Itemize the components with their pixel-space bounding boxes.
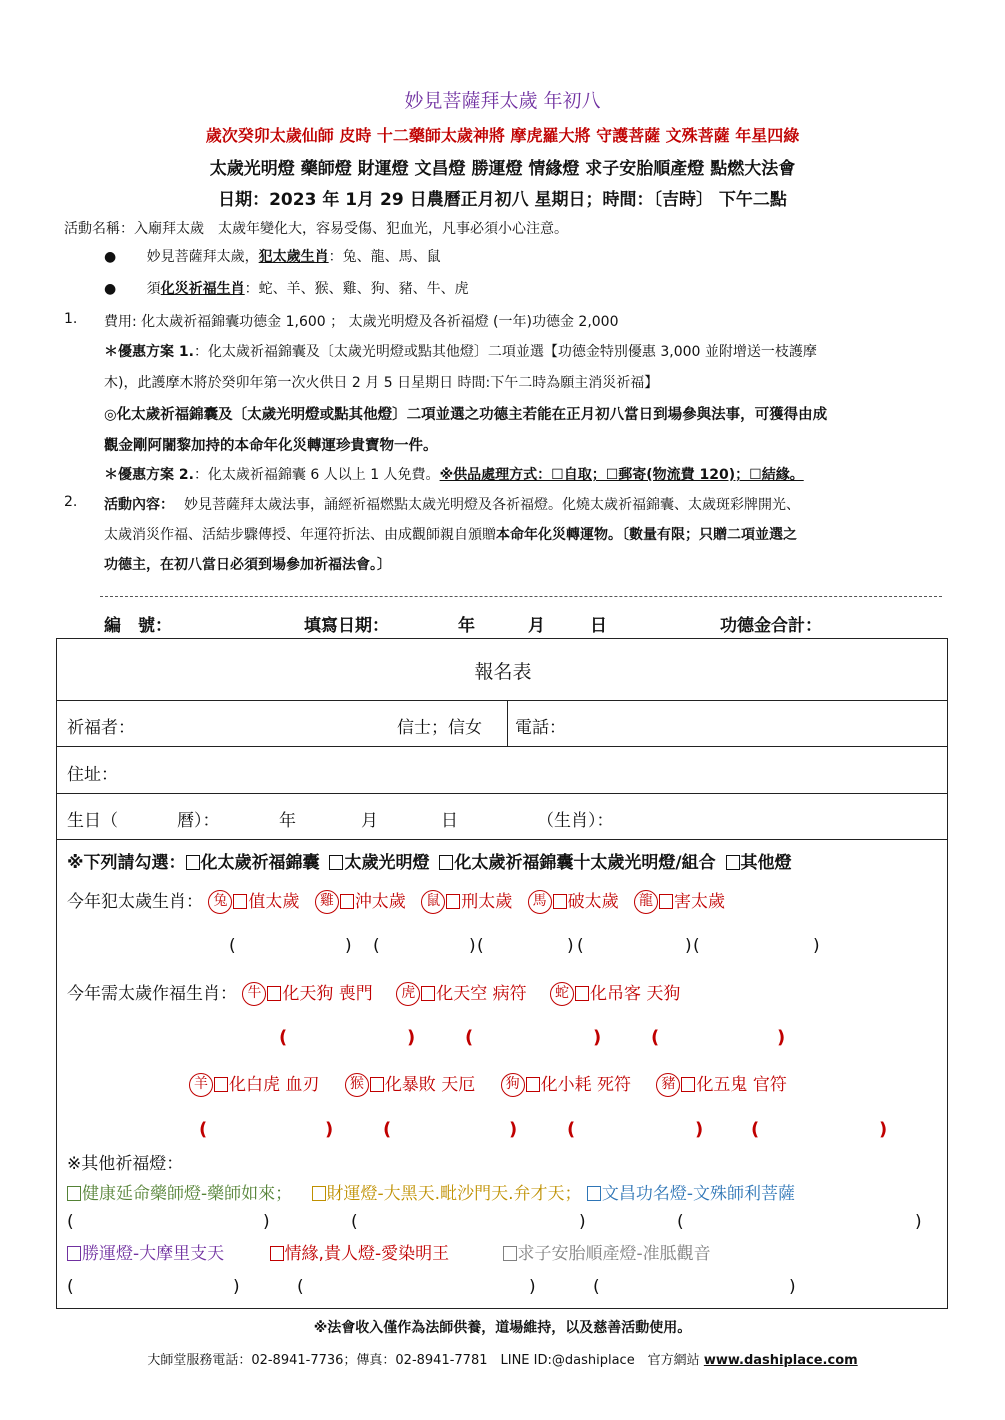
sec2-num: 2.: [64, 494, 78, 510]
bless-row-1: [67, 979, 680, 1006]
zodiac-badge: 豬: [656, 1073, 680, 1097]
bless-item: [656, 1075, 786, 1095]
paren-open: (: [651, 1027, 660, 1048]
dashed-divider: [100, 596, 942, 597]
check-item: 太歲光明燈: [344, 853, 430, 873]
paren-open: (: [279, 1027, 288, 1048]
form-line: [57, 746, 947, 747]
lamp-text: 健康延命藥師燈-藥師如來；: [82, 1184, 293, 1204]
sec1-num: 1.: [64, 311, 78, 327]
lamp-item: [587, 1184, 795, 1204]
offer2-text: ：化太歲祈福錦囊 6 人以上 1 人免費。: [193, 467, 440, 483]
form-line: [57, 793, 947, 794]
bless-text: 化白虎 血刃: [229, 1075, 320, 1095]
offer2: [104, 464, 804, 484]
shipping-options: ※供品處理方式：☐自取；☐郵寄(物流費 120)；☐結緣。: [439, 467, 804, 483]
registration-form: [56, 638, 948, 1309]
paren-open: (: [567, 1119, 576, 1140]
zodiac-badge: 狗: [501, 1073, 525, 1097]
lamp-row-2: [67, 1239, 711, 1264]
paren-close: ): [695, 1119, 704, 1140]
zodiac-badge: 龍: [634, 890, 658, 914]
activity-content: [104, 494, 800, 514]
phone-label: 電話：: [515, 718, 566, 738]
checkbox[interactable]: [270, 1246, 284, 1261]
footer-contact: [0, 1349, 1005, 1368]
offend-text: 沖太歲: [354, 892, 406, 912]
paren-close: ): [263, 1212, 270, 1232]
offer1-line2: 木)，此護摩木將於癸卯年第一次火供日 2 月 5 日星期日 時間:下午二時為願主消災祈福】: [104, 375, 659, 391]
bless-text: 化小耗 死符: [540, 1075, 632, 1095]
offend-item: [421, 892, 512, 912]
paren-open: (: [229, 936, 236, 956]
zodiac-badge: 牛: [242, 982, 266, 1006]
lamp-item: [67, 1184, 292, 1204]
bullet1-c: ：兔、龍、馬、鼠: [328, 249, 441, 265]
paren-close: ): [407, 1027, 416, 1048]
check-item: 化太歲祈福錦囊十太歲光明燈/組合: [454, 853, 716, 873]
bless-text: 化暴敗 天厄: [384, 1075, 476, 1095]
bless-item: [501, 1075, 631, 1095]
checkbox[interactable]: [681, 1077, 695, 1092]
bullet2-b: 化災祈福生肖: [160, 281, 245, 297]
checkbox[interactable]: [214, 1077, 228, 1092]
checkbox[interactable]: [553, 894, 567, 909]
offend-item: [528, 892, 619, 912]
gift-note-1: ◎化太歲祈福錦囊及〔太歲光明燈或點其他燈〕二項並選之功德主若能在正月初八當日到場參與法事，可獲得由成: [104, 407, 828, 423]
paren-open: (: [477, 936, 484, 956]
zodiac-badge: 兔: [208, 890, 232, 914]
paren-close: ): [685, 936, 692, 956]
paren-open: (: [297, 1277, 304, 1297]
paren-close: ): [345, 936, 352, 956]
checkbox[interactable]: [726, 855, 740, 870]
birth-year: 年: [279, 811, 296, 831]
other-lamps-label: ※其他祈福燈：: [67, 1154, 184, 1174]
zodiac-badge: 羊: [189, 1073, 213, 1097]
checkbox[interactable]: [421, 986, 435, 1001]
content-line2-a: 太歲消災作福、活結步驟傳授、年運符折法、由成觀師親自頒贈: [104, 527, 496, 543]
fill-month: 月: [528, 616, 545, 636]
lamp-text: 勝運燈-大摩里支天: [82, 1244, 225, 1264]
offend-text: 破太歲: [567, 892, 619, 912]
paren-open: (: [465, 1027, 474, 1048]
paren-open: (: [593, 1277, 600, 1297]
checkbox[interactable]: [659, 894, 673, 909]
paren-close: ): [777, 1027, 786, 1048]
lamp-text: 文昌功名燈-文殊師利菩薩: [601, 1184, 796, 1204]
paren-open: (: [677, 1212, 684, 1232]
address-label: 住址：: [67, 765, 118, 785]
offer1-text: ：化太歲祈福錦囊及〔太歲光明燈或點其他燈〕二項並選【功德金特別優惠 3,000 並附增送一枝護摩: [193, 344, 817, 360]
content-line2-b: 本命年化災轉運物。〔數量有限；只贈二項並選之: [496, 527, 797, 543]
bless-text: 化天空 病符: [436, 984, 527, 1004]
checkbox[interactable]: [526, 1077, 540, 1092]
fill-date-label: 填寫日期：: [304, 616, 389, 636]
paren-open: (: [351, 1212, 358, 1232]
check-item: 化太歲祈福錦囊: [200, 853, 320, 873]
check-row: [67, 848, 792, 873]
bless-item: [242, 984, 372, 1004]
checkbox[interactable]: [587, 1186, 601, 1201]
offend-text: 害太歲: [674, 892, 726, 912]
deity-line: 歲次癸卯太歲仙師 皮時 十二藥師太歲神將 摩虎羅大將 守護菩薩 文殊菩薩 年星四綠: [205, 126, 800, 145]
birth-day: 日: [441, 811, 458, 831]
paren-close: ): [567, 936, 574, 956]
birth-zodiac: （生肖）：: [537, 811, 614, 831]
paren-open: (: [693, 936, 700, 956]
checkbox[interactable]: [267, 986, 281, 1001]
paren-close: ): [529, 1277, 536, 1297]
fill-year: 年: [458, 616, 475, 636]
content-label: 活動內容：: [104, 497, 174, 513]
paren-open: (: [67, 1212, 74, 1232]
birth-month: 月: [361, 811, 378, 831]
bless-item: [189, 1075, 319, 1095]
bullet2-a: 須: [146, 281, 161, 297]
check-intro: ※下列請勾選：: [67, 853, 186, 873]
fee-line: 費用: 化太歲祈福錦囊功德金 1,600 ； 太歲光明燈及各祈福燈 (一年)功德金 2,000: [104, 314, 619, 330]
contact-text: 大師堂服務電話：02-8941-7736；傳真：02-8941-7781 LINE ID:@dashiplace 官方網站: [147, 1353, 704, 1368]
gift-note-2: 觀金剛阿闍黎加持的本命年化災轉運珍貴寶物一件。: [104, 438, 438, 454]
bullet-2: [104, 278, 469, 298]
bless-item: [345, 1075, 475, 1095]
lamp-item: [67, 1244, 224, 1264]
offend-item: [315, 892, 406, 912]
paren-close: ): [915, 1212, 922, 1232]
zodiac-badge: 雞: [315, 890, 339, 914]
checkbox[interactable]: [340, 894, 354, 909]
form-line: [57, 839, 947, 840]
prayer-label: 祈福者：: [67, 718, 135, 738]
checkbox[interactable]: [233, 894, 247, 909]
checkbox[interactable]: [67, 1246, 81, 1261]
form-title: 報名表: [474, 661, 532, 683]
zodiac-badge: 馬: [528, 890, 552, 914]
website-link[interactable]: www.dashiplace.com: [703, 1353, 858, 1368]
activity-name: 活動名稱：入廟拜太歲 太歲年變化大，容易受傷、犯血光，凡事必須小心注意。: [64, 221, 568, 237]
bless-item: [396, 984, 526, 1004]
offer1-label: ＊優惠方案 1.: [104, 344, 194, 360]
checkbox[interactable]: [575, 986, 589, 1001]
bullet-1: [104, 246, 441, 266]
bless-text: 化五鬼 官符: [696, 1075, 787, 1095]
paren-close: ): [509, 1119, 518, 1140]
content-line1: 妙見菩薩拜太歲法事，誦經祈福燃點太歲光明燈及各祈福燈。化燒太歲祈福錦囊、太歲斑彩牌開光、: [184, 497, 800, 513]
offer2-label: ＊優惠方案 2.: [104, 467, 194, 483]
lamp-text: 情緣,貴人燈-愛染明王: [284, 1244, 450, 1264]
checkbox[interactable]: [370, 1077, 384, 1092]
lamp-item: [503, 1244, 711, 1264]
paren-open: (: [751, 1119, 760, 1140]
birth-cal: 曆）：: [177, 811, 220, 831]
bless-row-2: [189, 1070, 787, 1097]
footer-note: ※法會收入僅作為法師供養，道場維持，以及慈善活動使用。: [313, 1320, 692, 1336]
bullet1-b: 犯太歲生肖: [258, 249, 329, 265]
bless-item: [550, 984, 680, 1004]
birth-open: 生日（: [67, 811, 118, 831]
paren-open: (: [577, 936, 584, 956]
lamp-text: 求子安胎順產燈-准胝觀音: [517, 1244, 711, 1264]
paren-open: (: [199, 1119, 208, 1140]
paren-close: ): [813, 936, 820, 956]
checkbox[interactable]: [446, 894, 460, 909]
doc-title: 妙見菩薩拜太歲 年初八: [404, 90, 601, 112]
bless-label: 今年需太歲作福生肖：: [67, 984, 237, 1004]
paren-open: (: [67, 1277, 74, 1297]
paren-close: ): [325, 1119, 334, 1140]
checkbox[interactable]: [67, 1186, 81, 1201]
checkbox[interactable]: [186, 855, 200, 870]
paren-close: ): [789, 1277, 796, 1297]
total-label: 功德金合計：: [720, 616, 822, 636]
lamps-line: 太歲光明燈 藥師燈 財運燈 文昌燈 勝運燈 情緣燈 求子安胎順產燈 點燃大法會: [209, 159, 796, 179]
paren-close: ): [469, 936, 476, 956]
fill-day: 日: [590, 616, 607, 636]
offend-row: [67, 887, 725, 914]
gender-choice[interactable]: 信士；信女: [397, 718, 482, 738]
check-item: 其他燈: [740, 853, 792, 873]
date-line: 日期：2023 年 1月 29 日農曆正月初八 星期日；時間：〔吉時〕 下午二點: [218, 190, 787, 210]
paren-close: ): [233, 1277, 240, 1297]
zodiac-badge: 虎: [396, 982, 420, 1006]
bullet2-c: ：蛇、羊、猴、雞、狗、豬、牛、虎: [244, 281, 469, 297]
checkbox[interactable]: [329, 855, 343, 870]
offend-item: [208, 892, 299, 912]
offend-text: 值太歲: [248, 892, 300, 912]
paren-close: ): [593, 1027, 602, 1048]
offend-item: [634, 892, 725, 912]
paren-open: (: [383, 1119, 392, 1140]
lamp-item: [312, 1184, 582, 1204]
bullet-dot: ●: [104, 249, 117, 265]
form-vline: [507, 700, 508, 746]
offer1: [104, 341, 817, 361]
paren-close: ): [879, 1119, 888, 1140]
offend-text: 刑太歲: [461, 892, 513, 912]
content-line2: [104, 524, 797, 544]
bullet1-a: 妙見菩薩拜太歲，: [146, 249, 259, 265]
bless-text: 化吊客 天狗: [590, 984, 681, 1004]
content-line3: 功德主，在初八當日必須到場參加祈福法會。〕: [104, 557, 391, 573]
lamp-row-1: [67, 1179, 795, 1204]
paren-close: ): [579, 1212, 586, 1232]
bullet-dot: ●: [104, 281, 117, 297]
bless-text: 化天狗 喪門: [282, 984, 373, 1004]
checkbox[interactable]: [312, 1186, 326, 1201]
checkbox[interactable]: [439, 855, 453, 870]
offend-label: 今年犯太歲生肖：: [67, 892, 203, 912]
zodiac-badge: 鼠: [421, 890, 445, 914]
number-label: 編 號：: [104, 616, 172, 636]
zodiac-badge: 猴: [345, 1073, 369, 1097]
lamp-item: [270, 1244, 450, 1264]
lamp-text: 財運燈-大黑天.毗沙門天.弁才天；: [326, 1184, 582, 1204]
paren-open: (: [373, 936, 380, 956]
form-line: [57, 700, 947, 701]
checkbox[interactable]: [503, 1246, 517, 1261]
zodiac-badge: 蛇: [550, 982, 574, 1006]
